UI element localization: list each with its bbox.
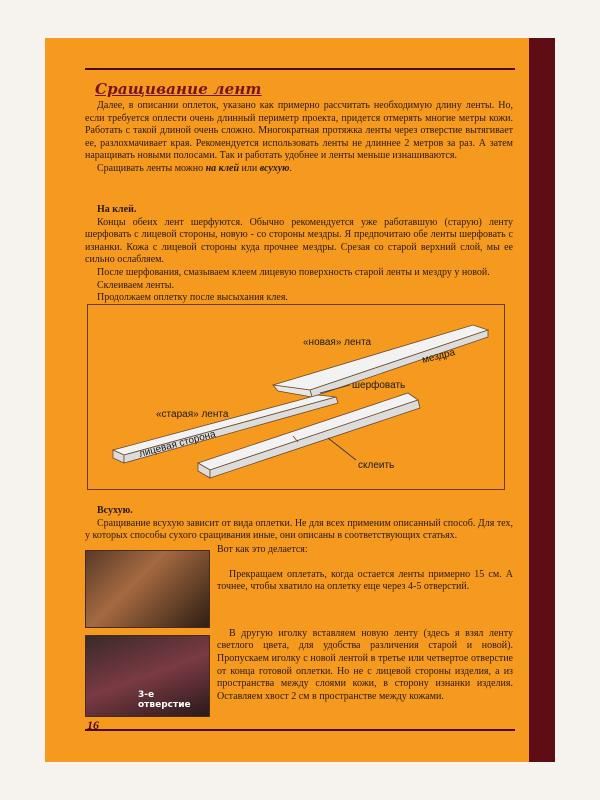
page bbox=[45, 38, 555, 762]
glue-paragraph-4: Продолжаем оплетку после высыхания клея. bbox=[97, 292, 288, 304]
label-face-side: лицевая сторона bbox=[137, 428, 217, 460]
label-old-strip: «старая» лента bbox=[156, 409, 229, 420]
photo-braiding-stop bbox=[85, 550, 210, 628]
glue-arrow bbox=[328, 438, 356, 460]
glue-heading: На клей. bbox=[97, 204, 137, 215]
dry-step-1: Прекращаем оплетать, когда остается ленты примерно 15 см. А точнее, чтобы хватило на оплетку еще через 4-5 отверстий. bbox=[217, 568, 513, 593]
photo-label-third-hole: 3-е отверстие bbox=[138, 690, 191, 710]
dry-steps bbox=[217, 544, 513, 703]
label-mezdra: мездра bbox=[421, 347, 457, 366]
intro-methods: Сращивать ленты можно на клей или всухую. bbox=[97, 162, 292, 174]
page-title: Сращивание лент bbox=[95, 80, 262, 98]
label-glue: склеить bbox=[358, 460, 395, 471]
splice-diagram bbox=[87, 304, 505, 490]
glue-paragraph-1: Концы обеих лент шерфуются. Обычно рекомендуется уже работавшую (старую) ленту шерфовать с лицевой стороны, новую - со стороны мездры. Я предпочитаю обе ленты шерфовать с изнанки. Кожа с лицевой стороны куда прочнее мездры. Срезая со старой верхний слой, мы ее сильно ослабляем. bbox=[85, 216, 513, 266]
page-number: 16 bbox=[87, 718, 99, 732]
how-it-is-done: Вот как это делается: bbox=[217, 544, 308, 555]
bottom-rule bbox=[85, 729, 515, 731]
sidebar-stripe bbox=[529, 38, 555, 762]
dry-step-2: В другую иголку вставляем новую ленту (здесь я взял ленту светлого цвета, для удобства различения старой и новой). Пропускаем иголку с новой лентой в третье или четвертое отверстие от конца готовой оплетки. Но не с лицевой стороны изделия, а из пространства между слоями кожи, в сторону изнанки изделия. Оставляем хвост 2 см в пространстве между кожами. bbox=[217, 627, 513, 702]
photo-new-strip bbox=[85, 635, 210, 717]
glue-paragraph-3: Склеиваем ленты. bbox=[97, 279, 174, 291]
glue-section bbox=[85, 204, 513, 305]
dry-section bbox=[85, 505, 513, 543]
dry-paragraph: Сращивание всухую зависит от вида оплетки. Не для всех применим описанный способ. Для тех, у которых способы сухого сращивания иные, они описаны в соответствующих статьях. bbox=[85, 517, 513, 542]
glue-paragraph-2: После шерфования, смазываем клеем лицевую поверхность старой ленты и мездру у новой. bbox=[97, 266, 490, 278]
intro-paragraph: Далее, в описании оплеток, указано как примерно рассчитать необходимую длину ленты. Но, если требуется оплести очень длинный периметр проекта, придется отмерять многие метры кожи. Работать с такой длиной очень сложно. Многократная протяжка ленты через отверстие вытягивает ее, разлохмачивает края. Рекомендуется использовать ленты не длиннее 2 метров за раз. А затем наращивать новыми полосами. Так и работать удобнее и ленты меньше изнашиваются. bbox=[85, 100, 513, 162]
intro-text bbox=[85, 100, 513, 176]
label-skive: шерфовать bbox=[352, 380, 406, 391]
method-dry: всухую bbox=[259, 162, 290, 174]
label-new-strip: «новая» лента bbox=[303, 337, 372, 348]
method-glue: на клей bbox=[205, 162, 240, 174]
top-rule bbox=[85, 68, 515, 70]
dry-heading: Всухую. bbox=[97, 505, 133, 516]
